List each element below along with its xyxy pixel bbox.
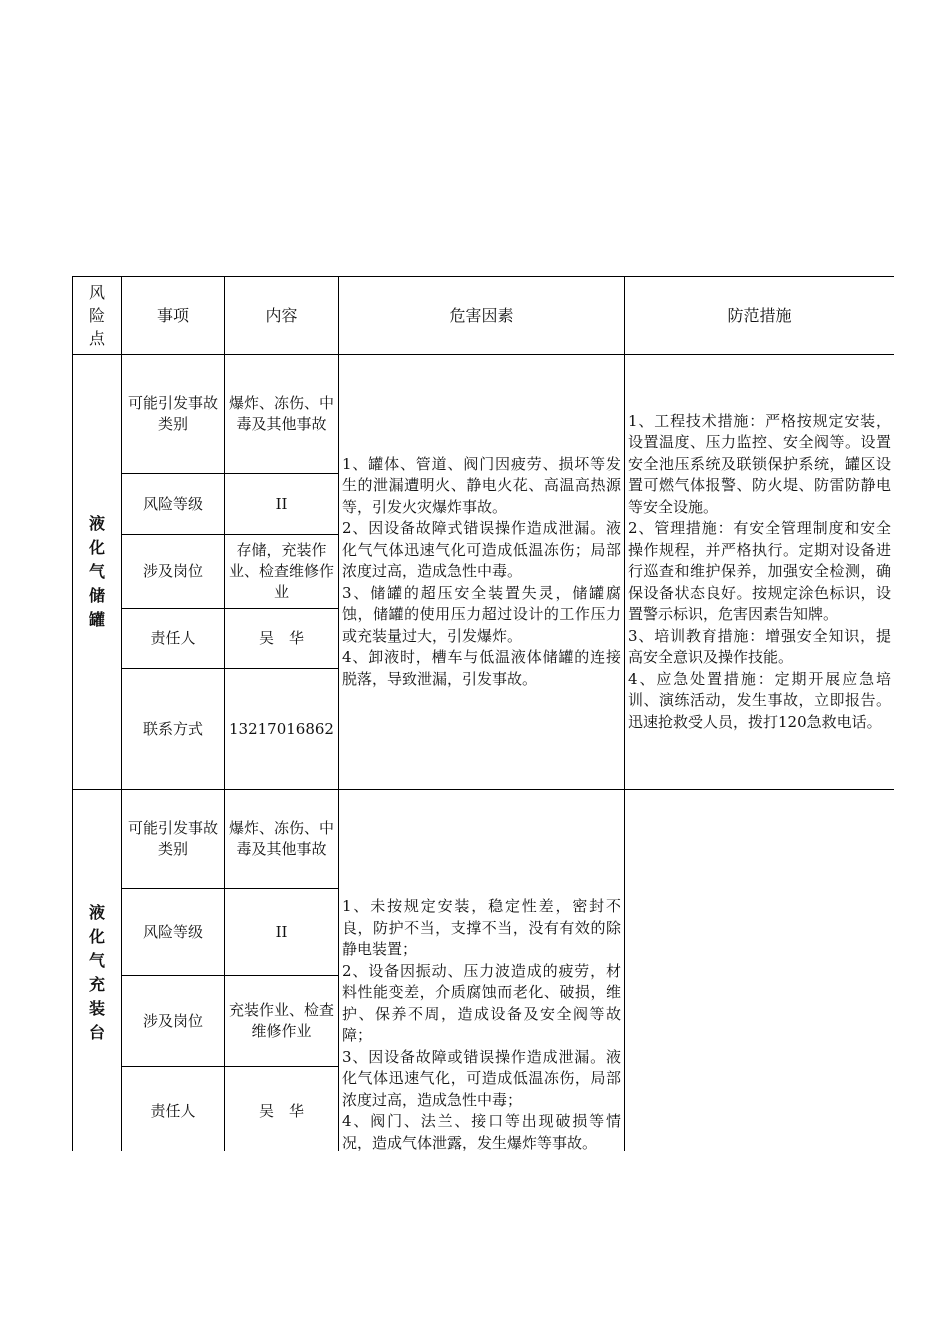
header-item: 事项	[122, 277, 225, 355]
risk-point-cell: 液化气储罐	[73, 355, 122, 790]
header-risk-point: 风险点	[73, 277, 122, 355]
item-value: 13217016862	[225, 669, 339, 790]
risk-point-cell: 液化气充装台	[73, 790, 122, 1152]
risk-table	[72, 276, 894, 1151]
header-content: 内容	[225, 277, 339, 355]
item-value: II	[225, 889, 339, 976]
hazards-cell: 1、未按规定安装，稳定性差，密封不良，防护不当，支撑不当，没有有效的除静电装置； 2、设备因振动、压力波造成的疲劳，材料性能变差，介质腐蚀而老化、破损，维护、保养不周，造成设备及安全阀等故障； 3、因设备故障或错误操作造成泄漏。液化气体迅速气化，可造成低温冻伤，局部浓度过高，造成急性中毒； 4、阀门、法兰、接口等出现破损等情况，造成气体泄露，发生爆炸等事故。	[339, 790, 625, 1152]
risk-table-container	[72, 276, 894, 1151]
item-label: 涉及岗位	[122, 535, 225, 609]
header-hazards: 危害因素	[339, 277, 625, 355]
item-label: 风险等级	[122, 474, 225, 535]
item-label: 可能引发事故类别	[122, 790, 225, 889]
item-value: 爆炸、冻伤、中毒及其他事故	[225, 355, 339, 474]
measures-cell: 1、工程技术措施：严格按规定安装，设置温度、压力监控、安全阀等。设置安全池压系统及联锁保护系统，罐区设置可燃气体报警、防火堤、防雷防静电等安全设施。 2、管理措施：有安全管理制度和安全操作规程，并严格执行。定期对设备进行巡查和维护保养，加强安全检测，确保设备状态良好。按规定涂色标识，设置警示标识，危害因素告知牌。 3、培训教育措施：增强安全知识，提高安全意识及操作技能。 4、应急处置措施：定期开展应急培训、演练活动，发生事故，立即报告。迅速抢救受人员，拨打120急救电话。	[625, 355, 895, 790]
table-row	[73, 790, 895, 889]
item-label: 责任人	[122, 1067, 225, 1152]
item-label: 联系方式	[122, 669, 225, 790]
item-label: 涉及岗位	[122, 976, 225, 1067]
item-value: II	[225, 474, 339, 535]
measures-cell	[625, 790, 895, 1152]
item-value: 吴 华	[225, 1067, 339, 1152]
item-label: 责任人	[122, 609, 225, 669]
item-label: 风险等级	[122, 889, 225, 976]
item-value: 吴 华	[225, 609, 339, 669]
table-row	[73, 355, 895, 474]
hazards-cell: 1、罐体、管道、阀门因疲劳、损坏等发生的泄漏遭明火、静电火花、高温高热源等，引发火灾爆炸事故。 2、因设备故障式错误操作造成泄漏。液化气气体迅速气化可造成低温冻伤；局部浓度过高，造成急性中毒。 3、储罐的超压安全装置失灵，储罐腐蚀，储罐的使用压力超过设计的工作压力或充装量过大，引发爆炸。 4、卸液时，槽车与低温液体储罐的连接脱落，导致泄漏，引发事故。	[339, 355, 625, 790]
item-value: 爆炸、冻伤、中毒及其他事故	[225, 790, 339, 889]
item-label: 可能引发事故类别	[122, 355, 225, 474]
header-measures: 防范措施	[625, 277, 895, 355]
header-row	[73, 277, 895, 355]
item-value: 充装作业、检查维修作业	[225, 976, 339, 1067]
item-value: 存储，充装作业、检查维修作业	[225, 535, 339, 609]
